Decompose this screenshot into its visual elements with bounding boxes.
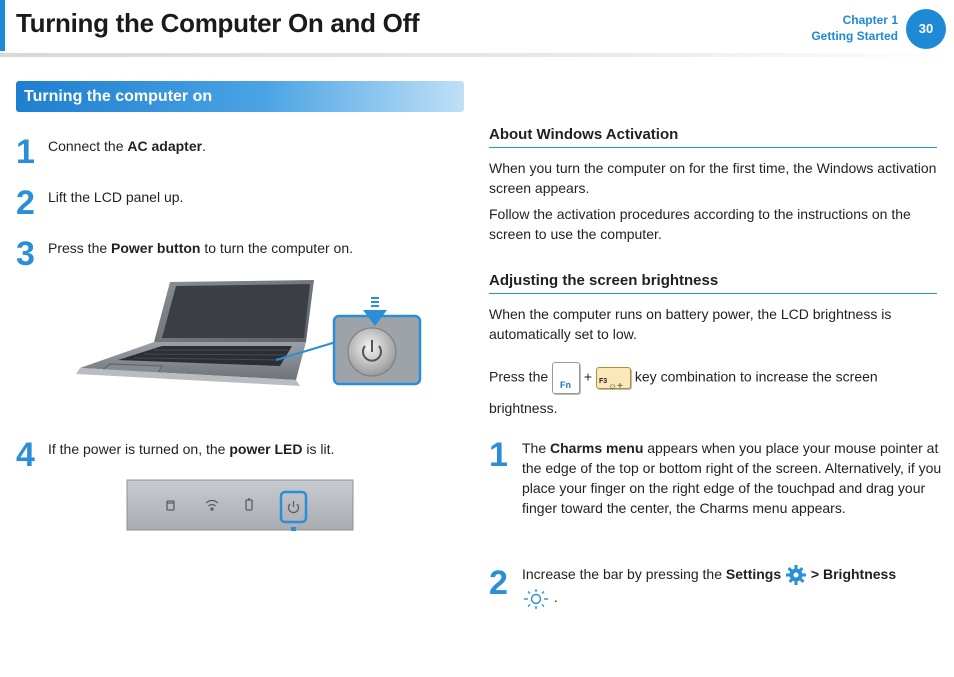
led-panel-illustration bbox=[126, 479, 356, 534]
laptop-illustration bbox=[66, 280, 424, 404]
step-text: Lift the LCD panel up. bbox=[48, 189, 184, 205]
instruction-text: key combination to increase the screen brightness. bbox=[489, 368, 878, 416]
step-number: 3 bbox=[16, 235, 35, 273]
step-text bbox=[48, 439, 334, 459]
activation-paragraph-1: When you turn the computer on for the first time, the Windows activation screen appears. bbox=[489, 160, 937, 196]
step-number: 4 bbox=[16, 436, 35, 474]
plus-sign: + bbox=[583, 368, 593, 385]
step-text-part: Increase the bar by pressing the bbox=[522, 566, 726, 582]
header-accent-bar bbox=[0, 0, 5, 51]
step-text-bold: power LED bbox=[229, 441, 303, 457]
chapter-label bbox=[811, 12, 898, 44]
heading-screen-brightness: Adjusting the screen brightness bbox=[489, 272, 937, 294]
step-text-bold: Settings bbox=[725, 566, 782, 582]
step-text-part: to turn the computer on. bbox=[200, 240, 353, 256]
chapter-number: Chapter 1 bbox=[842, 13, 898, 27]
step-text-part: . bbox=[553, 589, 558, 606]
fn-key-icon bbox=[552, 362, 580, 394]
section-title: Turning the computer on bbox=[24, 88, 213, 105]
step-number: 1 bbox=[489, 436, 508, 474]
sun-icon bbox=[522, 588, 550, 610]
brightness-key-instruction bbox=[489, 362, 939, 422]
step-text bbox=[522, 563, 942, 610]
step-text-part: Connect the bbox=[48, 138, 128, 154]
step-number: 2 bbox=[489, 564, 508, 602]
section-title-bar bbox=[16, 81, 464, 112]
f3-brightness-key-icon bbox=[596, 367, 631, 392]
step-text-part: appears when you place your mouse pointer at the edge of the top or bottom right of the screen. Alternatively, if you place your finger on the right edge of the touchpad and drag your finger toward the center, the Charms menu appears. bbox=[522, 440, 942, 516]
step-text-part: . bbox=[202, 138, 206, 154]
step-number: 2 bbox=[16, 184, 35, 222]
brightness-up-icon: ☼+ bbox=[608, 381, 624, 392]
step-text-part: is lit. bbox=[302, 441, 335, 457]
brightness-paragraph-1: When the computer runs on battery power, the LCD brightness is automatically set to low. bbox=[489, 306, 892, 342]
step-text-bold: Charms menu bbox=[550, 440, 644, 456]
page-number-badge: 30 bbox=[906, 9, 946, 49]
activation-paragraph-2: Follow the activation procedures according to the instructions on the screen to use the computer. bbox=[489, 206, 911, 242]
gear-icon bbox=[785, 564, 807, 586]
fn-key-label: Fn bbox=[560, 380, 572, 390]
step-text-part: If the power is turned on, the bbox=[48, 441, 230, 457]
chapter-title: Getting Started bbox=[811, 29, 898, 43]
step-text-bold: Brightness bbox=[823, 566, 897, 582]
led-panel bbox=[127, 480, 353, 530]
step-text-bold: > bbox=[810, 566, 823, 582]
step-text bbox=[48, 136, 206, 156]
header-divider bbox=[0, 53, 954, 57]
laptop-screen bbox=[162, 284, 310, 338]
step-number: 1 bbox=[16, 133, 35, 171]
step-text bbox=[48, 238, 353, 258]
page-title: Turning the Computer On and Off bbox=[16, 8, 420, 38]
step-text bbox=[522, 438, 942, 518]
f3-key-label: F3 bbox=[599, 378, 608, 385]
step-text-part: The bbox=[522, 440, 551, 456]
step-text-bold: Power button bbox=[111, 240, 201, 256]
instruction-text: Press the bbox=[489, 368, 549, 385]
heading-windows-activation: About Windows Activation bbox=[489, 126, 937, 148]
step-text-bold: AC adapter bbox=[127, 138, 203, 154]
step-text-part: Press the bbox=[48, 240, 112, 256]
power-led bbox=[291, 527, 296, 531]
